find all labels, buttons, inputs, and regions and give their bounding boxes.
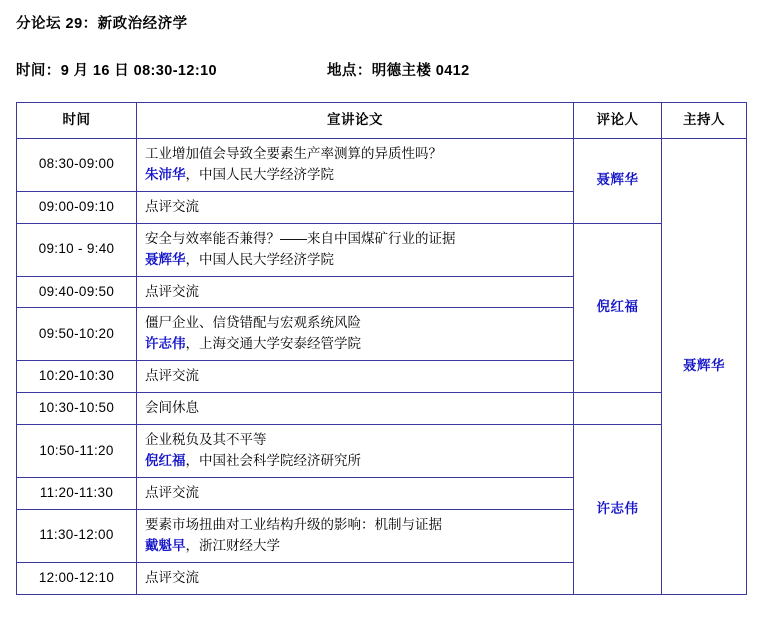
session-meta bbox=[16, 59, 746, 80]
paper-title: 工业增加值会导致全要素生产率测算的异质性吗？ bbox=[145, 145, 442, 161]
paper-affiliation: ，中国人民大学经济学院 bbox=[185, 166, 334, 182]
cell-time: 11:30-12:00 bbox=[17, 509, 137, 562]
paper-author-line bbox=[145, 536, 565, 557]
cell-paper bbox=[137, 308, 574, 361]
cell-discussant: 许志伟 bbox=[574, 425, 662, 595]
paper-affiliation: ，浙江财经大学 bbox=[185, 537, 280, 553]
cell-chair: 聂辉华 bbox=[662, 138, 747, 594]
paper-title: 僵尸企业、信贷错配与宏观系统风险 bbox=[145, 315, 361, 331]
cell-discussant-empty bbox=[574, 393, 662, 425]
cell-paper bbox=[137, 223, 574, 276]
paper-affiliation: ，中国人民大学经济学院 bbox=[185, 251, 334, 267]
paper-title: 点评交流 bbox=[145, 484, 199, 500]
cell-discussant: 聂辉华 bbox=[574, 138, 662, 223]
cell-time: 09:10 - 9:40 bbox=[17, 223, 137, 276]
paper-title: 点评交流 bbox=[145, 569, 199, 585]
cell-time: 09:40-09:50 bbox=[17, 276, 137, 308]
paper-title: 安全与效率能否兼得？——来自中国煤矿行业的证据 bbox=[145, 230, 456, 246]
paper-title: 企业税负及其不平等 bbox=[145, 432, 267, 448]
column-header-discussant: 评论人 bbox=[574, 103, 662, 139]
session-location: 地点：明德主楼 0412 bbox=[327, 63, 470, 79]
table-row bbox=[17, 393, 747, 425]
paper-title: 点评交流 bbox=[145, 198, 199, 214]
cell-time: 10:20-10:30 bbox=[17, 361, 137, 393]
paper-title: 点评交流 bbox=[145, 283, 199, 299]
table-row bbox=[17, 138, 747, 191]
column-header-chair: 主持人 bbox=[662, 103, 747, 139]
paper-author-line bbox=[145, 334, 565, 355]
table-row bbox=[17, 223, 747, 276]
table-header-row bbox=[17, 103, 747, 139]
cell-time: 11:20-11:30 bbox=[17, 477, 137, 509]
paper-author: 戴魁早 bbox=[145, 537, 186, 553]
cell-paper bbox=[137, 138, 574, 191]
paper-author: 许志伟 bbox=[145, 336, 186, 352]
table-row bbox=[17, 425, 747, 478]
paper-author-line bbox=[145, 250, 565, 271]
cell-time: 12:00-12:10 bbox=[17, 562, 137, 594]
paper-author: 聂辉华 bbox=[145, 251, 186, 267]
cell-time: 09:00-09:10 bbox=[17, 191, 137, 223]
cell-paper bbox=[137, 509, 574, 562]
cell-time: 10:30-10:50 bbox=[17, 393, 137, 425]
cell-time: 09:50-10:20 bbox=[17, 308, 137, 361]
paper-title: 要素市场扭曲对工业结构升级的影响：机制与证据 bbox=[145, 516, 442, 532]
paper-author: 倪红福 bbox=[145, 453, 186, 469]
cell-paper bbox=[137, 425, 574, 478]
cell-paper bbox=[137, 191, 574, 223]
cell-paper bbox=[137, 393, 574, 425]
paper-author-line bbox=[145, 451, 565, 472]
page-title: 分论坛 29：新政治经济学 bbox=[16, 16, 188, 32]
paper-affiliation: ，上海交通大学安泰经管学院 bbox=[185, 336, 361, 352]
cell-time: 08:30-09:00 bbox=[17, 138, 137, 191]
paper-title: 会间休息 bbox=[145, 400, 199, 416]
paper-affiliation: ，中国社会科学院经济研究所 bbox=[185, 453, 361, 469]
column-header-paper: 宣讲论文 bbox=[137, 103, 574, 139]
session-time: 时间：9 月 16 日 08:30-12:10 bbox=[16, 63, 218, 79]
schedule-table bbox=[16, 102, 747, 595]
paper-author-line bbox=[145, 165, 565, 186]
cell-paper bbox=[137, 562, 574, 594]
paper-author: 朱沛华 bbox=[145, 166, 186, 182]
cell-discussant: 倪红福 bbox=[574, 223, 662, 393]
cell-paper bbox=[137, 477, 574, 509]
column-header-time: 时间 bbox=[17, 103, 137, 139]
paper-title: 点评交流 bbox=[145, 368, 199, 384]
cell-paper bbox=[137, 361, 574, 393]
cell-time: 10:50-11:20 bbox=[17, 425, 137, 478]
cell-paper bbox=[137, 276, 574, 308]
